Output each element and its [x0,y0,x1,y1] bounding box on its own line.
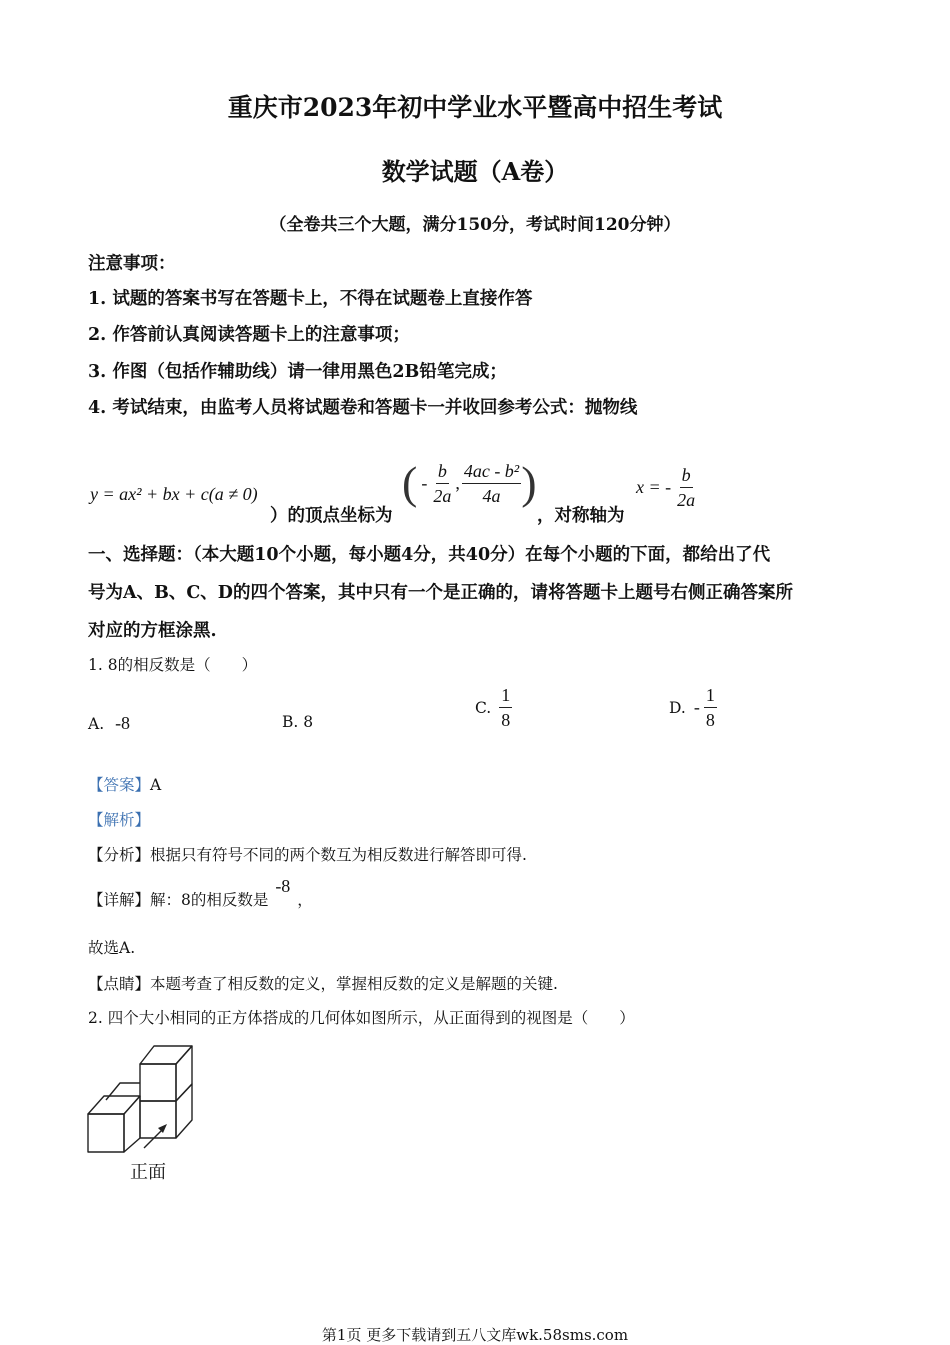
vertex-x-denominator: 2a [433,485,452,506]
q1-option-a [88,713,130,734]
figure-label-front: 正面 [130,1162,166,1183]
cube-stack-figure [86,1044,196,1156]
section1-line-2: 号为A、B、C、D的四个答案，其中只有一个是正确的，请将答题卡上题号右侧正确答案所 [88,583,793,603]
q1-dianjing: 【点睛】本题考查了相反数的定义，掌握相反数的定义是解题的关键. [88,975,558,993]
bottom-cube-front-face [140,1101,176,1138]
vertex-y-numerator: 4ac - b² [462,462,521,484]
exam-subtitle: 数学试题（A卷） [381,157,569,186]
axis-denominator: 2a [677,490,696,510]
note-item-4: 4. 考试结束，由监考人员将试题卷和答题卡一并收回参考公式：抛物线 [88,398,638,418]
vertex-x-numerator: b [436,462,449,484]
exam-title: 重庆市2023年初中学业水平暨高中招生考试 [227,93,723,122]
option-d-label: D. [669,698,686,717]
q2-stem: 2. 四个大小相同的正方体搭成的几何体如图所示，从正面得到的视图是（ ） [88,1009,635,1027]
axis-prefix: x = - [636,477,672,497]
q1-xiangjie [88,876,313,910]
note-item-3: 3. 作图（包括作辅助线）请一律用黑色2B铅笔完成； [88,362,507,382]
note-item-2: 2. 作答前认真阅读答题卡上的注意事项； [88,325,410,345]
xiangjie-suffix: ， [297,891,313,909]
top-cube-front-face [140,1064,176,1101]
q1-option-d [669,686,717,729]
option-c-numerator: 1 [499,686,512,708]
q1-analysis-tag: 【解析】 [88,811,151,829]
left-cube-side-face [124,1096,140,1152]
option-c-label: C. [475,698,492,717]
option-a-label: A. [88,715,105,733]
axis-text: ，对称轴为 [537,506,625,526]
q1-option-c [475,686,512,729]
vertex-y-denominator: 4a [482,485,501,506]
vertex-coordinates: ( - $\frac{b}{2a}$ , $\frac{\text{4ac - b²}}{4a}$ ) [402,457,537,508]
bottom-cube-side-face [176,1084,192,1138]
option-d-denominator: 8 [705,710,715,730]
left-cube-front-face [88,1114,124,1152]
q1-answer [88,773,161,795]
q1-choose: 故选A. [88,939,136,957]
note-item-1: 1. 试题的答案书写在答题卡上，不得在试题卷上直接作答 [88,289,533,309]
axis-numerator: b [680,466,693,488]
section1-line-3: 对应的方框涂黑. [88,621,217,641]
answer-value: A [150,776,162,794]
xiangjie-value: -8 [275,876,291,896]
section1-line-1: 一、选择题：（本大题10个小题，每小题4分，共40分）在每个小题的下面，都给出了代 [88,545,771,565]
axis-of-symmetry [636,466,697,509]
front-arrow-head [158,1124,167,1133]
option-c-denominator: 8 [501,710,511,730]
parabola-equation: y = ax² + bx + c(a ≠ 0) [90,484,258,504]
q1-option-b: B. 8 [282,713,314,731]
option-d-numerator: 1 [704,686,717,708]
notes-heading: 注意事项： [88,254,176,274]
q1-stem: 1. 8的相反数是（ ） [88,656,258,674]
option-d-sign: - [693,697,700,717]
option-a-value: -8 [115,713,131,733]
vertex-text: ）的顶点坐标为 [270,506,393,526]
q1-fenxi: 【分析】根据只有符号不同的两个数互为相反数进行解答即可得. [88,846,527,864]
back-cube-edge [106,1083,140,1100]
answer-tag: 【答案】 [88,776,151,794]
exam-info: （全卷共三个大题，满分150分，考试时间120分钟） [269,215,681,235]
page-footer: 第1页 更多下载请到五八文库wk.58sms.com [321,1326,629,1344]
xiangjie-prefix: 【详解】解：8的相反数是 [88,891,269,909]
